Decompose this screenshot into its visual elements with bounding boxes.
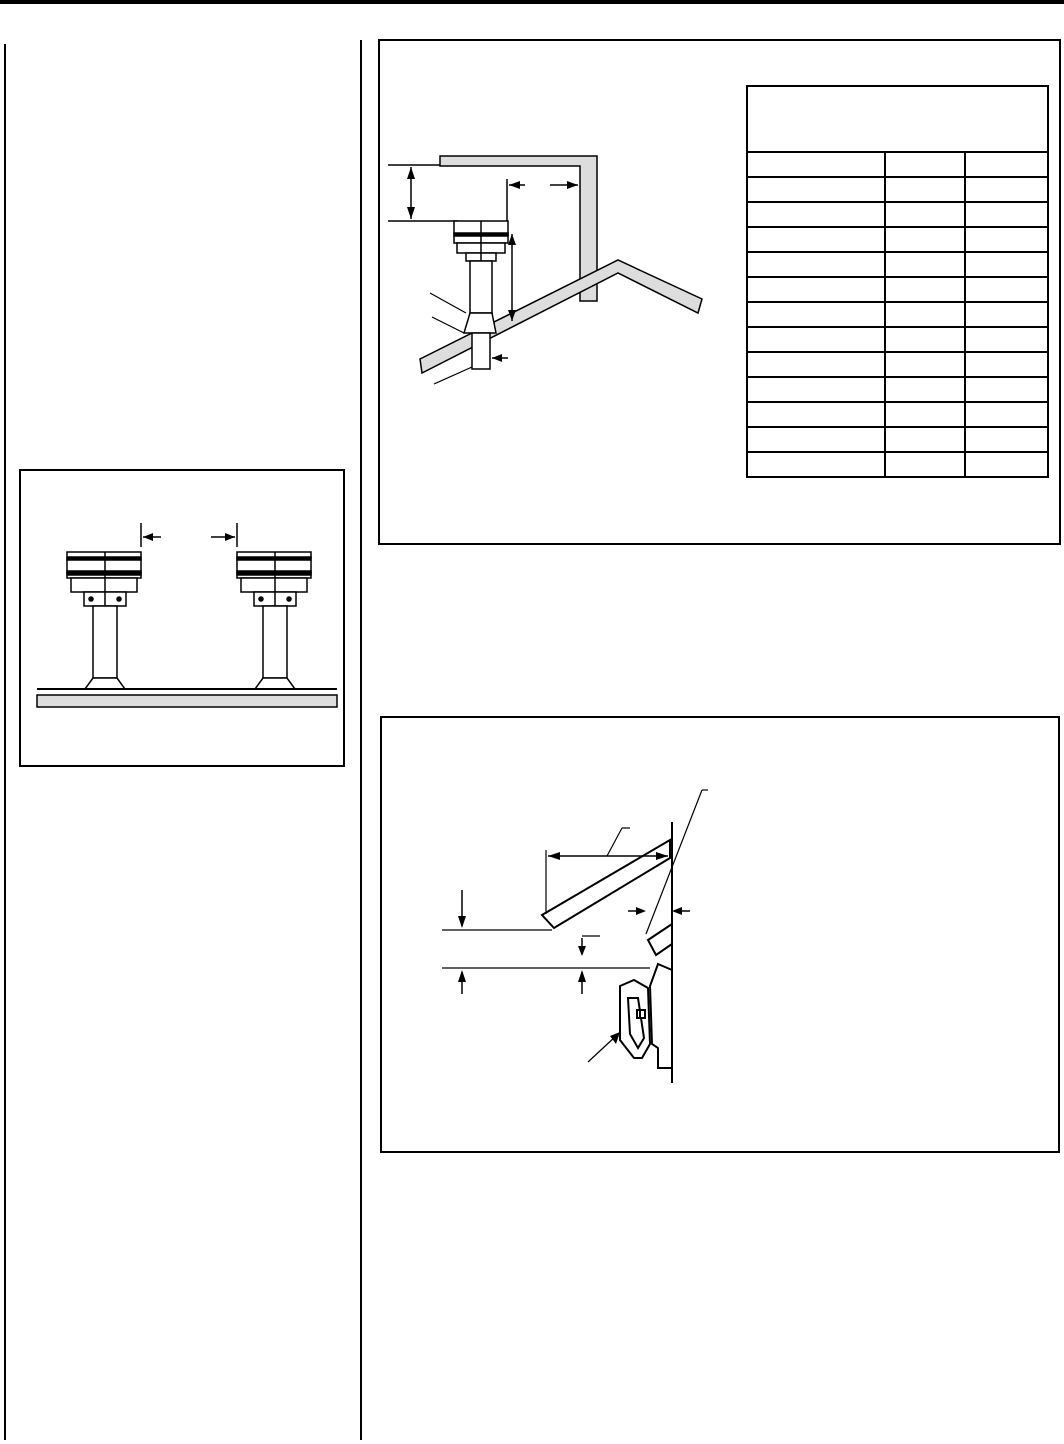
clearance-table (746, 85, 1049, 478)
table-cell (885, 202, 965, 227)
table-cell (747, 202, 885, 227)
table-row (747, 202, 1048, 227)
side-by-side-terminations-diagram (21, 471, 343, 765)
table-cell (965, 252, 1048, 277)
table-cell (965, 377, 1048, 402)
table-cell (885, 452, 965, 477)
arrow-up-icon (407, 167, 415, 179)
arrow-right-icon (225, 533, 235, 541)
table-cell (747, 427, 885, 452)
table-cell (885, 277, 965, 302)
roof-pitch-icon (420, 260, 702, 373)
table-cell (885, 252, 965, 277)
table-cell (747, 177, 885, 202)
table-cell (965, 152, 1048, 177)
left-margin-rule (4, 44, 6, 1440)
table-cell (747, 227, 885, 252)
overhang-termination-figure (380, 716, 1060, 1153)
table-cell (747, 377, 885, 402)
overhang-termination-diagram (382, 718, 1058, 1151)
overhang-icon (542, 840, 670, 928)
table-row (747, 352, 1048, 377)
clearance-table-title (747, 86, 1048, 152)
arrow-down-icon (407, 207, 415, 219)
table-cell (965, 452, 1048, 477)
table-cell (747, 277, 885, 302)
header-rule (0, 0, 1064, 4)
table-cell (965, 227, 1048, 252)
table-row (747, 377, 1048, 402)
table-cell (747, 402, 885, 427)
roof-termination-figure (378, 39, 1061, 545)
table-cell (747, 252, 885, 277)
table-row (747, 402, 1048, 427)
table-row (747, 302, 1048, 327)
table-cell (885, 302, 965, 327)
table-cell (965, 327, 1048, 352)
termination-cap-icon (237, 552, 311, 689)
table-cell (885, 152, 965, 177)
arrow-left-icon (143, 533, 153, 541)
table-cell (747, 327, 885, 352)
table-cell (965, 427, 1048, 452)
table-cell (885, 177, 965, 202)
table-cell (965, 202, 1048, 227)
table-cell (885, 427, 965, 452)
table-row (747, 177, 1048, 202)
table-cell (747, 302, 885, 327)
table-row (747, 252, 1048, 277)
column-divider-rule (360, 40, 362, 1440)
table-cell (747, 152, 885, 177)
table-cell (885, 227, 965, 252)
table-cell (965, 177, 1048, 202)
clearance-table-header-row (747, 152, 1048, 177)
table-row (747, 327, 1048, 352)
table-cell (965, 352, 1048, 377)
table-row (747, 227, 1048, 252)
window-icon (620, 964, 672, 1068)
roof-surface-icon (37, 689, 337, 707)
table-cell (747, 452, 885, 477)
table-row (747, 427, 1048, 452)
table-cell (965, 402, 1048, 427)
table-row (747, 452, 1048, 477)
side-by-side-terminations-figure (19, 469, 345, 767)
table-cell (885, 377, 965, 402)
table-cell (885, 352, 965, 377)
table-cell (747, 352, 885, 377)
table-cell (965, 277, 1048, 302)
table-row (747, 277, 1048, 302)
table-cell (885, 402, 965, 427)
clearance-table-title-row (747, 86, 1048, 152)
table-cell (965, 302, 1048, 327)
table-cell (885, 327, 965, 352)
termination-cap-icon (67, 552, 141, 689)
